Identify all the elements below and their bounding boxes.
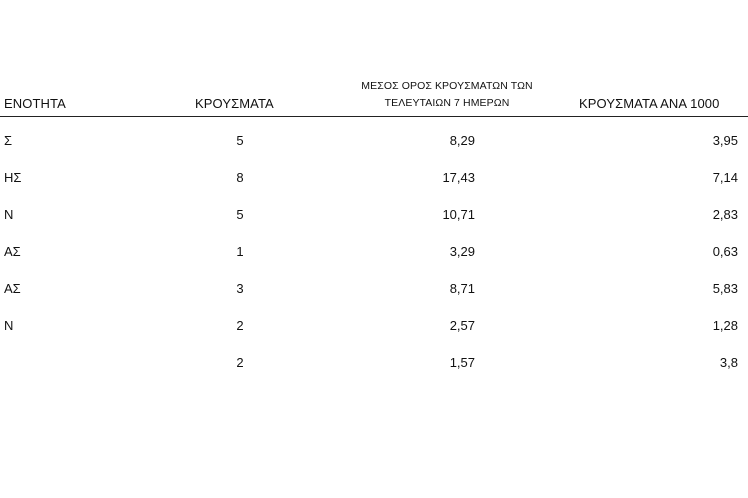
header-avg-line-2: ΤΕΛΕΥΤΑΙΩΝ 7 ΗΜΕΡΩΝ <box>384 97 510 109</box>
table-row <box>0 207 748 227</box>
cell-rate: 3,95 <box>712 133 738 148</box>
cell-cases: 5 <box>236 133 244 148</box>
cell-rate: 5,83 <box>712 281 738 296</box>
table-row <box>0 244 748 264</box>
cell-avg: 3,29 <box>449 244 475 259</box>
header-unit: ΕΝΟΤΗΤΑ <box>4 96 66 111</box>
cell-cases: 2 <box>236 318 244 333</box>
cell-rate: 7,14 <box>712 170 738 185</box>
cell-cases: 3 <box>236 281 244 296</box>
cell-rate: 3,8 <box>719 355 738 370</box>
cell-avg: 8,29 <box>449 133 475 148</box>
cell-cases: 8 <box>236 170 244 185</box>
cell-unit: Ν <box>4 318 14 333</box>
table-row <box>0 355 748 375</box>
header-seven-day-average <box>322 78 572 112</box>
table-row <box>0 281 748 301</box>
cell-avg: 1,57 <box>449 355 475 370</box>
header-divider <box>0 116 748 117</box>
table-row <box>0 133 748 153</box>
cell-avg: 8,71 <box>449 281 475 296</box>
cell-rate: 0,63 <box>712 244 738 259</box>
header-cases-per-1000: ΚΡΟΥΣΜΑΤΑ ΑΝΑ 1000 <box>579 96 720 111</box>
cell-avg: 17,43 <box>442 170 475 185</box>
header-cases: ΚΡΟΥΣΜΑΤΑ <box>195 96 274 111</box>
cell-avg: 10,71 <box>442 207 475 222</box>
cell-unit: ΗΣ <box>4 170 22 185</box>
table-row <box>0 170 748 190</box>
cell-unit: Ν <box>4 207 14 222</box>
cell-cases: 5 <box>236 207 244 222</box>
cell-cases: 2 <box>236 355 244 370</box>
cell-unit: ΑΣ <box>4 244 21 259</box>
cell-rate: 2,83 <box>712 207 738 222</box>
cell-cases: 1 <box>236 244 244 259</box>
cell-avg: 2,57 <box>449 318 475 333</box>
cell-unit: Σ <box>4 133 13 148</box>
cell-rate: 1,28 <box>712 318 738 333</box>
table-row <box>0 318 748 338</box>
header-avg-line-1: ΜΕΣΟΣ ΟΡΟΣ ΚΡΟΥΣΜΑΤΩΝ ΤΩΝ <box>361 80 533 92</box>
cell-unit: ΑΣ <box>4 281 21 296</box>
